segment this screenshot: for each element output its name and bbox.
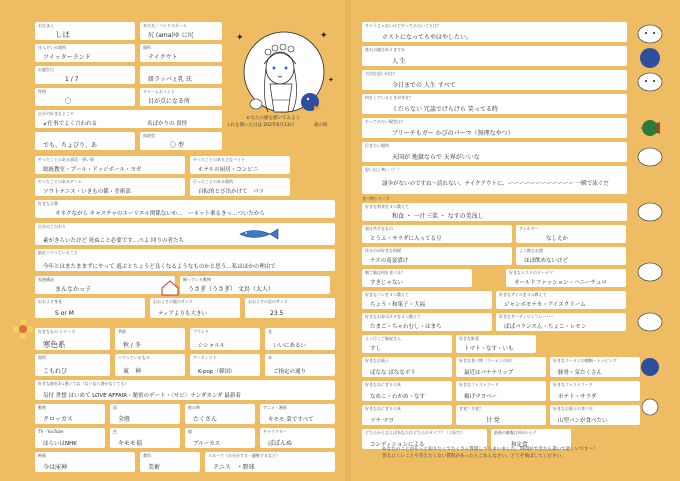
fav-character-value: ぽぽんぬ [268,440,293,447]
page-gutter [345,0,351,481]
want-eat-field [362,247,512,265]
fav-movie-label: 映画 [38,453,46,458]
sweets-value: オールドファッション・ハニーチュロ [514,280,607,286]
charm-field [140,88,222,106]
allergy-value: なしえか [546,236,569,242]
portrait-caption-2: これを描いた日は 202年6月13日 [226,123,295,128]
memories-field [362,70,627,90]
blood-value: 〇 型 [170,142,184,149]
morning-value: すきじゃない [370,280,404,286]
fav-animal-field [35,404,105,424]
frequent-label: よく行くご飯屋さん [365,336,401,341]
sweets-field [506,269,626,287]
sweets-label: 好きなミスドのドーナツ [509,270,553,275]
good-food-field [456,335,536,353]
when-feel-value: くだらない 冗談でげらげら 笑ってる時 [392,106,498,113]
gender-value: 〇 [65,98,72,105]
fav-idol-field [115,354,185,376]
height-field [150,298,240,318]
ice-label: 好きなアイスを３つ教えて [499,292,547,297]
fav-youtube-label: TV・YouTube [38,429,64,434]
home-style-label: 家族構成 [38,277,54,282]
birthday-field [35,66,135,84]
kimchi-value: ばなな ばななボリ [370,370,416,376]
food-section-label: 食べ物シリーズ [362,196,390,201]
home-label: 住んでいる場所 [38,45,66,50]
fav-fashion-value: ブルーカス [193,441,221,447]
gohan-field [456,357,546,377]
done-value: 総統教室・プール・ドッジボール・ヨガ [43,167,142,173]
fruit-value: とうふ・サラダに入ってる豆 [370,236,442,242]
kinoko-value: 揚げマヨベー [464,394,498,400]
last-meal-value: 和定食 [511,442,528,448]
fav-season-value: 秋 / 冬 [123,342,141,349]
memories-value: 今日までの 人生 すべて [392,82,456,89]
fav-anime-value: キモモ 菜ですべて [268,417,314,423]
birthday-label: お誕生日 [38,67,54,72]
ice-value: ジャンボモナカ・アイスクリーム [504,302,586,308]
fav-songs-field [35,380,335,400]
sandwich-field [496,313,626,331]
place-to-go-field [362,142,627,162]
sweet-or-spicy-label: 甘党？辛党？ [459,406,483,411]
breakfast-value: ほぼ飲めないけど [524,258,569,264]
fav-book-value: ご指定の通り [273,369,307,375]
fav-color-label: 色 [113,429,117,434]
regret-label: 思い出し笑い（？） [365,167,401,172]
fav-movie-field [35,452,135,472]
fav-book-label: 本 [268,355,272,360]
dislike-field [35,132,135,150]
star-doodle-2: ✦ [320,31,328,41]
fav-anime-field [260,404,335,424]
flower-doodle-icon [12,318,34,340]
onigiri-field [362,381,452,401]
sandwich-label: 好きなサーティワンフレーバー [499,314,555,319]
fav-youtube-field [35,428,105,448]
favorite-word-field [35,200,335,218]
fav-drink-label: 飲み物 [188,405,200,410]
fav-place-value: こもれび [43,368,68,375]
when-feel-field [362,94,627,114]
fav-animal-value: クロッカス [43,416,73,423]
fish-note-field [35,223,335,245]
fish-icon [238,227,280,241]
dessert-label: 好きなお菓子の食べ方 [553,406,593,411]
fav-artist-label: アーティスト [193,355,217,360]
hobby-field [35,110,222,128]
fav-place-field [35,354,110,376]
fav-fashion-label: 服 [188,429,192,434]
done-field [35,156,185,174]
fav-songs-value: 気付 世想 はいめて LOVE AFFAIR・秘密のデート・〈サビ〉ナンダカンダ 最新着 [43,393,241,399]
fav-flower-field [265,328,335,350]
jobs-field [190,156,290,174]
fav-flower-value: いいにあるい [273,343,307,349]
shoe-field [245,298,335,318]
games-field [35,178,185,196]
morning-field [362,269,472,287]
breakfast-field [516,247,626,265]
name-label: おなまえ [38,23,54,28]
games-label: やったことのあるゲーム [38,179,82,184]
right-page [356,18,674,473]
fav-youtube-value: ほらいはNHK [43,441,77,447]
if-character-field [362,22,627,42]
games-value: ソウトテニス・いきもの係・美術部 [43,189,131,195]
fav-brand-value: シシャルル [198,343,226,349]
workplace-value: テイクウト [148,54,178,61]
curry-label: 好きなファストフード [553,382,593,387]
fav-idol-label: ハマっているもの [118,355,150,360]
hobby-value2: 名ばかりの 貧怪 [147,121,188,127]
fav-character-label: キャラクター [263,429,287,434]
snack-value: たまご・ちゃわむし・はまち [370,324,442,330]
regret-field [362,166,627,194]
curry-value: ポテト・サラダ [558,394,597,400]
place-to-go-label: 行きたい場所 [365,143,389,148]
home-field [35,44,135,62]
allergy-label: アレルギー [519,226,539,231]
fruit-field [362,225,512,243]
kinoko-label: 好きなファストフード [459,382,499,387]
onigiri-label: 好きなおにぎりの具 [365,382,401,387]
footer-line-2: 答えにくいことや答えたくない質問があったらごめんなさい。どうぞ飛ばしてください。 [382,454,566,459]
gender-field [35,88,135,106]
motto-label: 座右の銘はありますか [365,47,405,52]
gohan-label: 好きな食べ物（ラーメンの具） [459,358,515,363]
regret-value: 譲歩がないのですね〜読れない、テイクアウトに、ーーーーーーーーーーーー 一瞬で泳ぐだ [382,181,609,187]
done-label: やったことのある部活・習い事 [38,157,94,162]
fav-sport-field [205,452,335,472]
motto-field [362,46,627,66]
fav-artist-field [190,354,260,376]
food-field [362,203,627,221]
fav-series-field [35,328,110,350]
handle-field [140,22,222,40]
star-doodle-1: ✦ [236,33,244,43]
dessert-field [550,405,640,425]
fav-book-field [265,354,335,376]
recent-try-label: やってみたい髪型は？ [365,119,405,124]
fav-sport-value: テニス ・野球 [213,464,255,471]
blood-info-value: 紐ラッパぇ乳 氏 [148,76,192,83]
handle-label: あだ名／ハンドルネーム [143,23,187,28]
type-label: どちらかと言えばあなたはどちらのタイプ？（２択で） [365,430,465,435]
portrait-drawing [228,20,338,140]
fav-songs-label: 好きな曲を3つ書いてね（ないなら書かなくても） [38,381,129,386]
fav-character-field [260,428,335,448]
fav-country-value: 全般 [118,416,131,423]
fav-fashion-field [185,428,255,448]
fav-flower-label: 花 [268,329,272,334]
curry-field [550,381,640,401]
footer-note [382,446,672,460]
blood-info-field [140,66,222,84]
sweet-or-spicy-field [456,405,546,425]
kimchi-label: 好きなお菓子 [365,358,389,363]
recent-label: 最近ハマっていること [38,250,78,255]
food-label: 好きな和食を３つ教えて [365,204,409,209]
favorite-word-label: 好きな言葉 [38,201,58,206]
snack-field [362,313,492,331]
onigiri-value: なめこ・わかめ・なす [370,394,426,400]
last-meal-label: 最後の晩餐は何がいい？ [494,430,538,435]
bread-value: ちょう・和菓子・大福 [370,302,426,308]
fav-brand-label: ブランド [193,329,209,334]
home-value: ツイッターランド [43,54,91,61]
fav-drink-field [185,404,255,424]
star-doodle-3: ✦ [328,76,334,84]
height-value: ティアよりも大きい [158,311,208,317]
recent-field [35,249,335,271]
portrait-caption-1: あなたの顔を描いてみよう [246,116,300,121]
size-field [35,298,145,318]
fav-country-field [110,404,180,424]
height-label: おおよその服のサイズ [153,299,193,304]
memories-label: 大切な思い出は？ [365,71,397,76]
motto-value: 人 生 [392,58,406,65]
place-to-go-value: 天国が 地獄ならで 天界がいいな [392,154,480,161]
good-food-value: トマト・なす・いも [464,346,514,352]
if-character-value: ホストになってちやほやしたい。 [382,34,473,41]
if-character-label: キャラじゃないけどやってみたいことは？ [365,23,441,28]
kinoko-field [456,381,546,401]
pizza-field [362,405,452,425]
jobs-label: やったことのある主なバイト [193,157,245,162]
fav-place-label: 場所 [38,355,46,360]
want-eat-label: 作るのが好きな料理 [365,248,401,253]
mascot-doodles [632,22,668,422]
dislike-value: でも、ちょびり、あ [43,142,98,149]
fav-subject-value: 美術 [148,464,161,471]
fav-artist-value: K-pop（韓国） [198,369,236,375]
footer-line-1: あなたのことがもっと知りたくてたくさん質問してしまいました。時間ができたら書いて欲しいです〜！ [382,447,598,452]
fav-sport-label: スポーツ（自分がする・観戦するなど） [208,453,280,458]
fav-color-value: キモモ福 [118,440,143,447]
allergy-field [516,225,626,243]
portrait-caption-3: 歳の時 [314,123,328,128]
fav-season-label: 季節 [118,329,126,334]
fav-subject-label: 教科 [143,453,151,458]
fav-series-label: 好きなもの シリーズ [38,329,76,334]
sandwich-value: ぱぱバランスん・ちょこ・レモン [504,324,587,330]
sweet-or-spicy-value: 甘 党 [486,417,500,424]
recent-try-field [362,118,627,138]
when-feel-label: 何をしているときが幸せ？ [365,95,413,100]
favorite-word-value: オネクながら キャスチャのエーリエル関係ないか… ーネット乗るきっ…ついたから [55,211,266,217]
charm-value: 目が点になる所 [148,98,191,105]
fav-idol-value: 東 神 [123,368,142,375]
recent-value: 今年とはまたままずにやって 遊ぶとちょうど良くなるようなものかと思う…私はほかの理由で [43,264,276,270]
snack-label: 好きなお寿司ネタを３つ教えて [365,314,421,319]
fav-drink-value: たくさん [193,416,218,423]
bread-field [362,291,492,309]
fav-subject-field [140,452,200,472]
shoe-value: 23.5 [270,310,284,317]
name-value: しほ [55,30,70,39]
name-field [35,22,135,40]
fav-season-field [115,328,185,350]
pet-value: うさぎ（うさぎ） 文鳥（大人） [188,286,274,293]
workplace-label: 場所 [143,45,151,50]
ramen-field [550,357,640,377]
kimchi-field [362,357,452,377]
fish-note-label: 自分のこだわり [38,224,66,229]
frequent-value: すし [370,346,382,352]
pet-field [180,276,330,294]
fav-brand-field [190,328,260,350]
size-value: S or M [55,310,74,317]
blood-label: 血液型 [143,133,155,138]
shoe-label: おおよその足のサイズ [248,299,288,304]
gender-label: 性格 [38,89,46,94]
charm-label: チャームポイント [143,89,175,94]
jobs-value: ホテルの厨房・コンビニ [198,167,259,173]
size-label: おおよそ身長 [38,299,62,304]
fav-series-value: 寒色系 [43,340,66,349]
workplace-field [140,44,222,62]
morning-label: 朝ご飯は何を食べる？ [365,270,405,275]
birthday-value: 1 / 7 [65,76,79,83]
hobby-value: ↙仕事でよく言われる [43,121,98,127]
food-value: 和食 ・ 一汁三菜 ・ なすの美浅し [392,213,484,220]
house-doodle-icon [160,280,180,296]
went-label: 行ったことのある場所 [193,179,233,184]
ramen-value: 豚骨・気たくさん [558,370,603,376]
fav-movie-value: 今は床神 [43,464,68,471]
home-style-value: まんなかっ子 [55,286,92,293]
pet-label: 飼っている動物 [183,277,211,282]
fish-note-value: 素がきらいたけど 死ぬこと必要です…ペよ 回りの者たち [43,238,184,244]
fav-country-label: 国 [113,405,117,410]
dessert-value: 山型パンが食べたい [558,418,608,424]
gohan-value: 最近はバナナリップ [464,370,514,376]
ice-field [496,291,626,309]
want-eat-value: ナスの南蛮漬け [370,258,409,264]
fruit-label: 果汁苦手なもの [365,226,393,231]
home-style-field [35,276,175,294]
recent-try-value: ブリーチもガー かぴのパーマ（無理なやつ） [392,130,514,137]
frequent-field [362,335,452,353]
ramen-label: 好きなラーメンの種類・トッピング [553,358,617,363]
fav-anime-label: アニメ・漫画 [263,405,287,410]
hobby-label: 自分の好きなところ [38,111,74,116]
type-value: コンディションによる [370,442,425,448]
blood-field [140,132,222,150]
left-page [10,18,340,473]
bread-label: 好きなパンを３つ教えて [365,292,409,297]
good-food-label: 好きな野菜 [459,336,479,341]
pizza-value: ツナ マヨ [370,418,394,424]
went-value: 自転的とび出かけて パツ [198,189,265,195]
pizza-label: 好きなおにぎりの具 [365,406,401,411]
fav-color-field [110,428,180,448]
went-field [190,178,290,196]
breakfast-label: よく飲むお酒 [519,248,543,253]
handle-value: 尻 (ama)ゆ に尻 [148,32,194,39]
fav-animal-label: 動物 [38,405,46,410]
